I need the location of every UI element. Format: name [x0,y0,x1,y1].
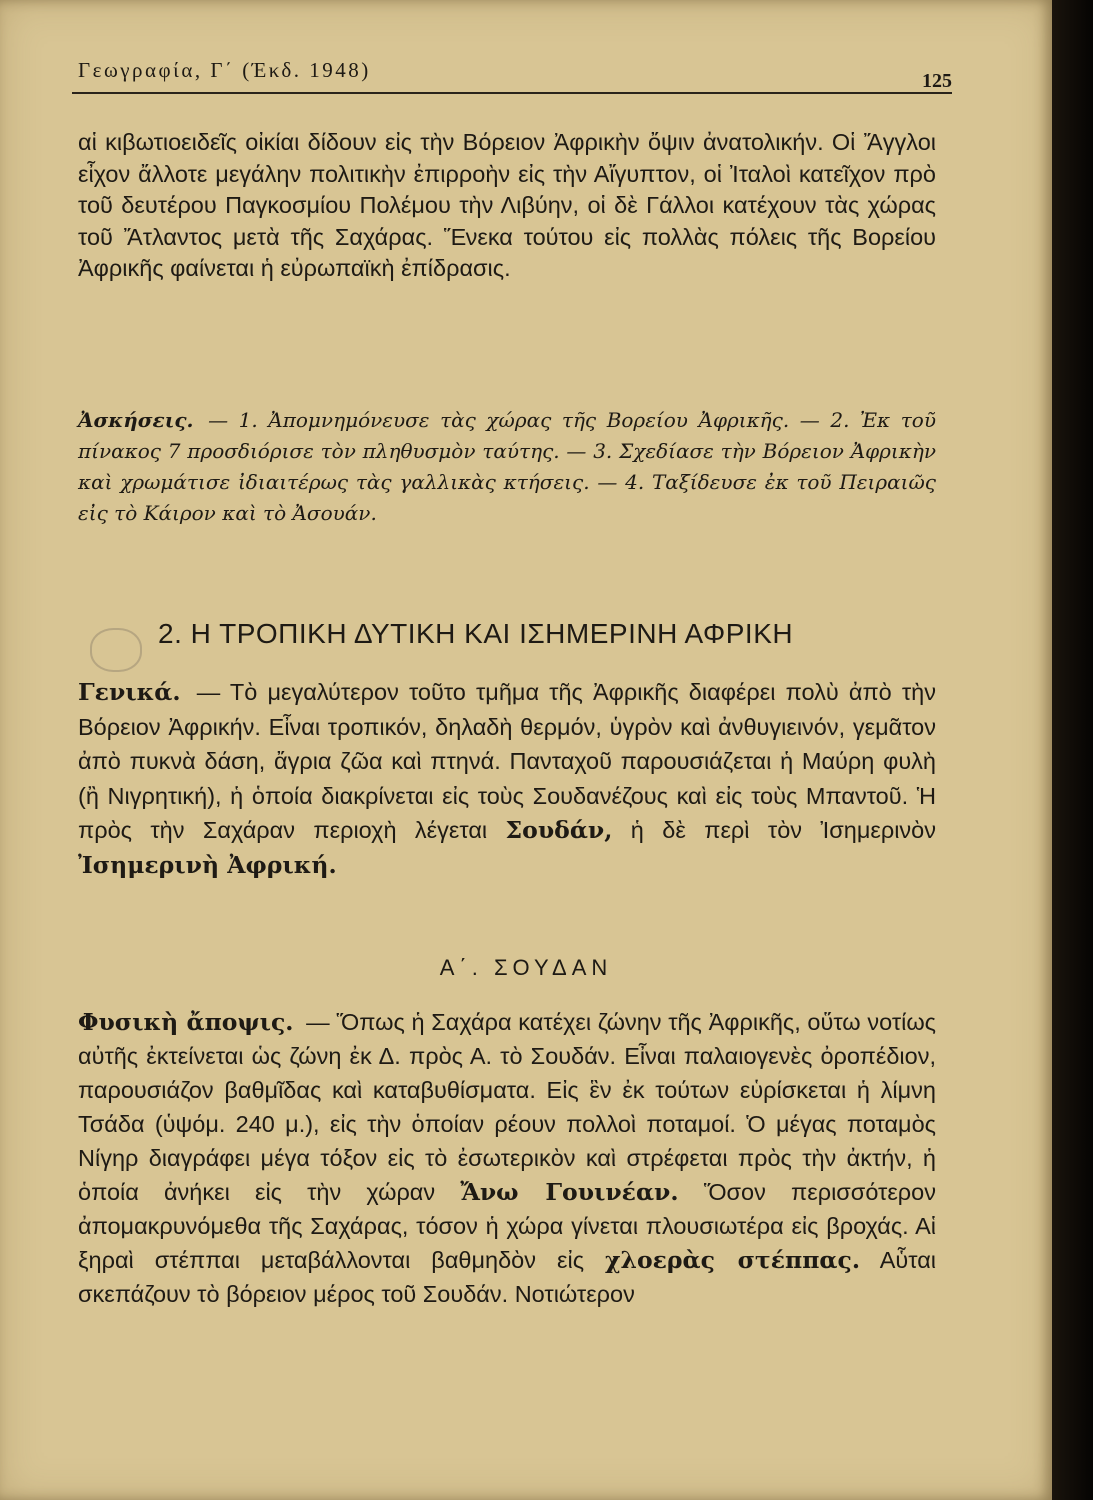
term-green-steppes: χλοερὰς στέππας. [605,1246,860,1274]
general-text-2: ἡ δὲ περὶ τὸν Ἰσημερινὸν [630,817,936,843]
physical-lead: Φυσικὴ ἄποψις. [78,1008,294,1036]
paragraph-general [78,675,936,882]
section-heading: 2. Η ΤΡΟΠΙΚΗ ΔΥΤΙΚΗ ΚΑΙ ΙΣΗΜΕΡΙΝΗ ΑΦΡΙΚΗ [158,618,794,649]
term-equatorial-africa: Ἰσημερινὴ Ἀφρική. [78,850,337,879]
page-header [72,58,952,94]
sub-heading-sudan: Α΄. ΣΟΥΔΑΝ [439,955,613,980]
physical-text: — Ὅπως ἡ Σαχάρα κατέχει ζώνην τῆς Ἀφρικῆς, οὕτω νοτίως αὐτῆς ἐκτείνεται ὡς ζώνη ἐκ Δ. πρὸς Α. τὸ Σουδάν. Εἶναι παλαιογενὲς ὀροπέδιον, παρουσιάζον βαθμῖδας καὶ καταβυθίσματα. Εἰς ἓν ἐκ τούτων εὑρίσκεται ἡ λίμνη Τσάδα (ὑψόμ. 240 μ.), εἰς τὴν ὁποίαν ρέουν πολλοὶ ποταμοί. Ὁ μέγας ποταμὸς Νίγηρ διαγράφει μέγα τόξον εἰς τὸ ἐσωτερικὸν καὶ στρέφεται πρὸς τὴν ἀκτήν, ἡ ὁποία ἀνήκει εἰς τὴν χώραν [78,1009,936,1205]
faded-stamp-mark [90,628,142,672]
term-sudan: Σουδάν, [505,816,613,844]
exercises-block [78,405,936,529]
general-text: — Τὸ μεγαλύτερον τοῦτο τμῆμα τῆς Ἀφρικῆς διαφέρει πολὺ ἀπὸ τὴν Βόρειον Ἀφρικήν. Εἶναι τροπικόν, δηλαδὴ θερμόν, ὑγρὸν καὶ ἀνθυγιεινόν, γεμᾶτον ἀπὸ πυκνὰ δάση, ἄγρια ζῶα καὶ πτηνά. Πανταχοῦ παρουσιάζεται ἡ Μαύρη φυλὴ (ἢ Νιγρητική), ἡ ὁποία διακρίνεται εἰς τοὺς Σουδανέζους καὶ εἰς τοὺς Μπαντοῦ. Ἡ πρὸς τὴν Σαχάραν περιοχὴ λέγεται [78,679,937,843]
exercises-text: — 1. Ἀπομνημόνευσε τὰς χώρας τῆς Βορείου Ἀφρικῆς. — 2. Ἐκ τοῦ πίνακος 7 προσδιόρισε τὸν πληθυσμὸν ταύτης. — 3. Σχεδίασε τὴν Βόρειον Ἀφρικὴν καὶ χρωμάτισε ἰδιαιτέρως τὰς γαλλικὰς κτήσεις. — 4. Ταξίδευσε ἐκ τοῦ Πειραιῶς εἰς τὸ Κάιρον καὶ τὸ Ἀσουάν. [78,408,936,525]
exercises-label: Ἀσκήσεις. [78,408,194,432]
paragraph-north-africa: αἱ κιβωτιοειδεῖς οἰκίαι δίδουν εἰς τὴν Βόρειον Ἀφρικὴν ὄψιν ἀνατολικήν. Οἱ Ἄγγλοι εἶχον ἄλλοτε μεγάλην πολιτικὴν ἐπιρροὴν εἰς τὴν Αἴγυπτον, οἱ Ἰταλοὶ κατεῖχον πρὸ τοῦ δευτέρου Παγκοσμίου Πολέμου τὴν Λιβύην, οἱ δὲ Γάλλοι κατέχουν τὰς χώρας τοῦ Ἄτλαντος μετὰ τῆς Σαχάρας. Ἕνεκα τούτου εἰς πολλὰς πόλεις τῆς Βορείου Ἀφρικῆς φαίνεται ἡ εὐρωπαϊκὴ ἐπίδρασις. [78,129,936,281]
paragraph-physical-aspect [78,1005,936,1311]
physical-text-3: Αὗται σκεπάζουν τὸ βόρειον μέρος τοῦ Σουδάν. Νοτιώτερον [78,1247,937,1307]
general-lead: Γενικά. [78,678,181,706]
physical-text-2: Ὅσον περισσότερον ἀπομακρυνόμεθα τῆς Σαχάρας, τόσον ἡ χώρα γίνεται πλουσιωτέρα εἰς βροχάς. Αἱ ξηραὶ στέππαι μεταβάλλονται βαθμηδὸν εἰς [78,1179,936,1273]
term-upper-guinea: Ἄνω Γουινέαν. [460,1178,679,1206]
book-spine-shadow [1052,0,1093,1500]
running-title: Γεωγραφία, Γ΄ (Έκδ. 1948) [78,58,371,82]
page-number: 125 [922,70,952,92]
